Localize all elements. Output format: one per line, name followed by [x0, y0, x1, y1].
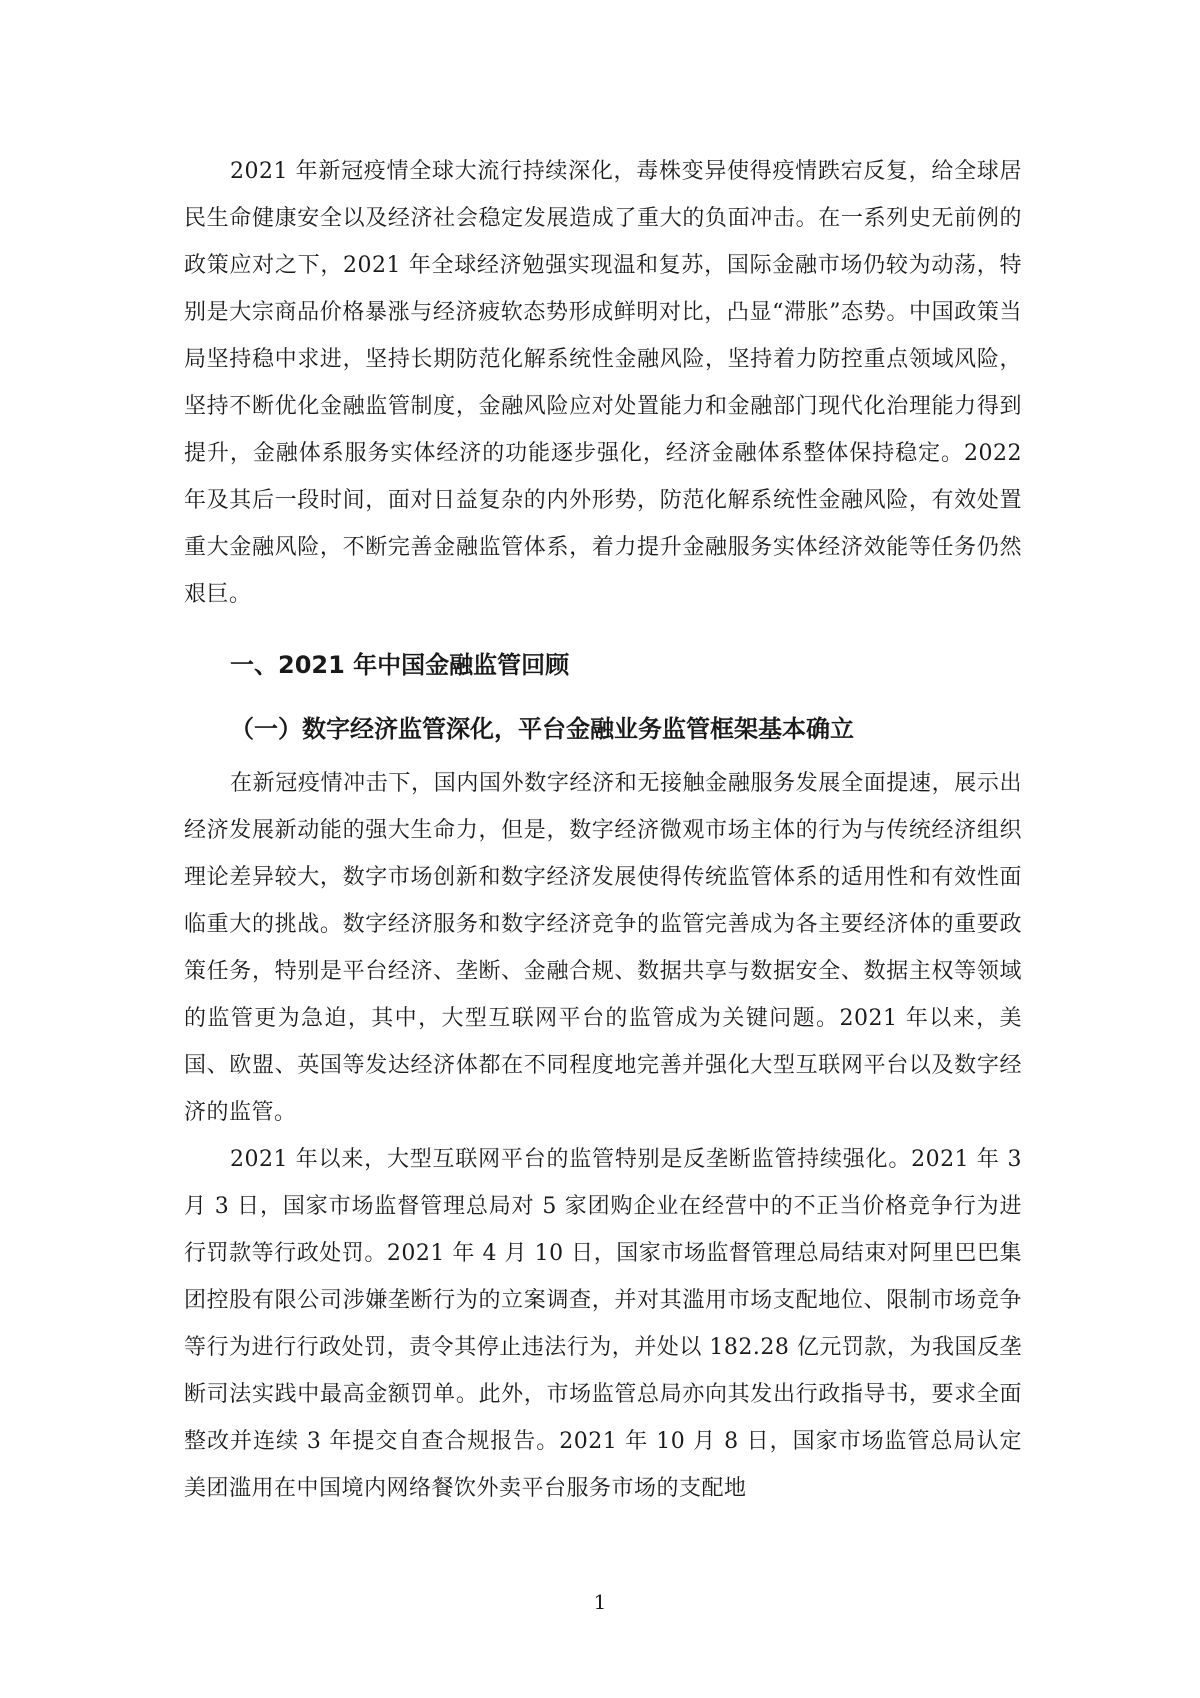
subsection-heading: （一）数字经济监管深化，平台金融业务监管框架基本确立	[230, 715, 854, 743]
document-body	[184, 148, 1022, 1512]
paragraph-intro: 2021 年新冠疫情全球大流行持续深化，毒株变异使得疫情跌宕反复，给全球居民生命健康安全以及经济社会稳定发展造成了重大的负面冲击。在一系列史无前例的政策应对之下，2021 年全球经济勉强实现温和复苏，国际金融市场仍较为动荡，特别是大宗商品价格暴涨与经济疲软态势形成鲜明对比，凸显“滞胀”态势。中国政策当局坚持稳中求进，坚持长期防范化解系统性金融风险，坚持着力防控重点领域风险，坚持不断优化金融监管制度，金融风险应对处置能力和金融部门现代化治理能力得到提升，金融体系服务实体经济的功能逐步强化，经济金融体系整体保持稳定。2022 年及其后一段时间，面对日益复杂的内外形势，防范化解系统性金融风险，有效处置重大金融风险，不断完善金融监管体系，着力提升金融服务实体经济效能等任务仍然艰巨。	[184, 159, 1022, 607]
paragraph-antitrust: 2021 年以来，大型互联网平台的监管特别是反垄断监管持续强化。2021 年 3 月 3 日，国家市场监督管理总局对 5 家团购企业在经营中的不正当价格竞争行为进行罚款等行政处罚。2021 年 4 月 10 日，国家市场监督管理总局结束对阿里巴巴集团控股有限公司涉嫌垄断行为的立案调查，并对其滥用市场支配地位、限制市场竞争等行为进行行政处罚，责令其停止违法行为，并处以 182.28 亿元罚款，为我国反垄断司法实践中最高金额罚单。此外，市场监管总局亦向其发出行政指导书，要求全面整改并连续 3 年提交自查合规报告。2021 年 10 月 8 日，国家市场监管总局认定美团滥用在中国境内网络餐饮外卖平台服务市场的支配地	[184, 1147, 1022, 1501]
page-number: 1	[593, 1590, 607, 1614]
paragraph-digital-economy: 在新冠疫情冲击下，国内国外数字经济和无接触金融服务发展全面提速，展示出经济发展新动能的强大生命力，但是，数字经济微观市场主体的行为与传统经济组织理论差异较大，数字市场创新和数字经济发展使得传统监管体系的适用性和有效性面临重大的挑战。数字经济服务和数字经济竞争的监管完善成为各主要经济体的重要政策任务，特别是平台经济、垄断、金融合规、数据共享与数据安全、数据主权等领域的监管更为急迫，其中，大型互联网平台的监管成为关键问题。2021 年以来，美国、欧盟、英国等发达经济体都在不同程度地完善并强化大型互联网平台以及数字经济的监管。	[184, 771, 1022, 1125]
section-heading: 一、2021 年中国金融监管回顾	[230, 651, 570, 679]
